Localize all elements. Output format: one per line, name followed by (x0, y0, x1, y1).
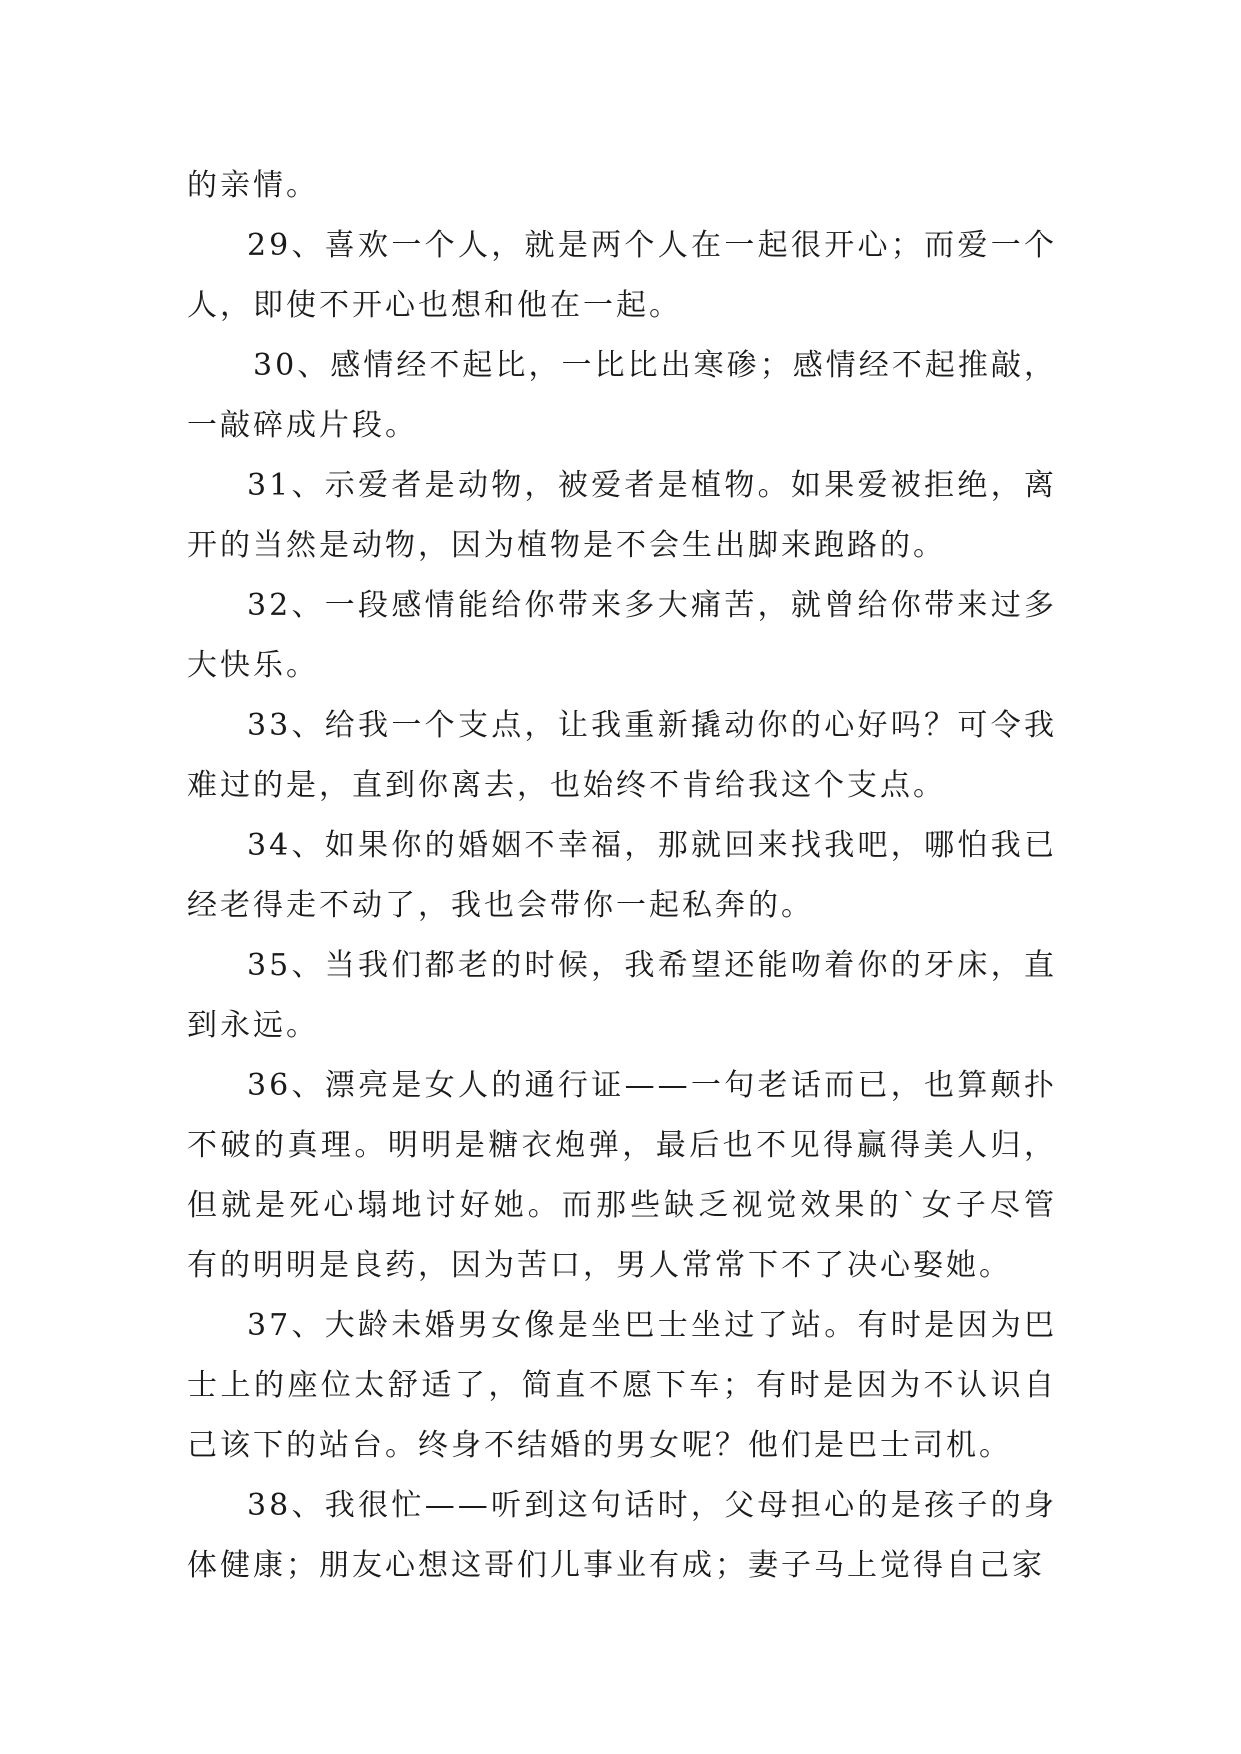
paragraph-38: 38、我很忙——听到这句话时，父母担心的是孩子的身体健康；朋友心想这哥们儿事业有成；妻子马上觉得自己家 (187, 1488, 1057, 1583)
paragraph-34: 34、如果你的婚姻不幸福，那就回来找我吧，哪怕我已经老得走不动了，我也会带你一起私奔的。 (187, 828, 1057, 923)
paragraph-32: 32、一段感情能给你带来多大痛苦，就曾给你带来过多大快乐。 (187, 588, 1057, 683)
paragraph-36: 36、漂亮是女人的通行证——一句老话而已，也算颠扑不破的真理。明明是糖衣炮弹，最后也不见得赢得美人归，但就是死心塌地讨好她。而那些缺乏视觉效果的`女子尽管有的明明是良药，因为苦口，男人常常下不了决心娶她。 (187, 1068, 1057, 1283)
paragraph-37: 37、大龄未婚男女像是坐巴士坐过了站。有时是因为巴士上的座位太舒适了，简直不愿下车；有时是因为不认识自己该下的站台。终身不结婚的男女呢？他们是巴士司机。 (187, 1308, 1057, 1463)
paragraph-35: 35、当我们都老的时候，我希望还能吻着你的牙床，直到永远。 (187, 948, 1057, 1043)
body-text (187, 156, 1057, 1596)
paragraph-continuation: 的亲情。 (187, 168, 319, 203)
paragraph-31: 31、示爱者是动物，被爱者是植物。如果爱被拒绝，离开的当然是动物，因为植物是不会生出脚来跑路的。 (187, 468, 1057, 563)
paragraph-30: 30、感情经不起比，一比比出寒碜；感情经不起推敲，一敲碎成片段。 (187, 348, 1057, 443)
paragraph-33: 33、给我一个支点，让我重新撬动你的心好吗？可令我难过的是，直到你离去，也始终不肯给我这个支点。 (187, 708, 1057, 803)
paragraph-29: 29、喜欢一个人，就是两个人在一起很开心；而爱一个人，即使不开心也想和他在一起。 (187, 228, 1057, 323)
